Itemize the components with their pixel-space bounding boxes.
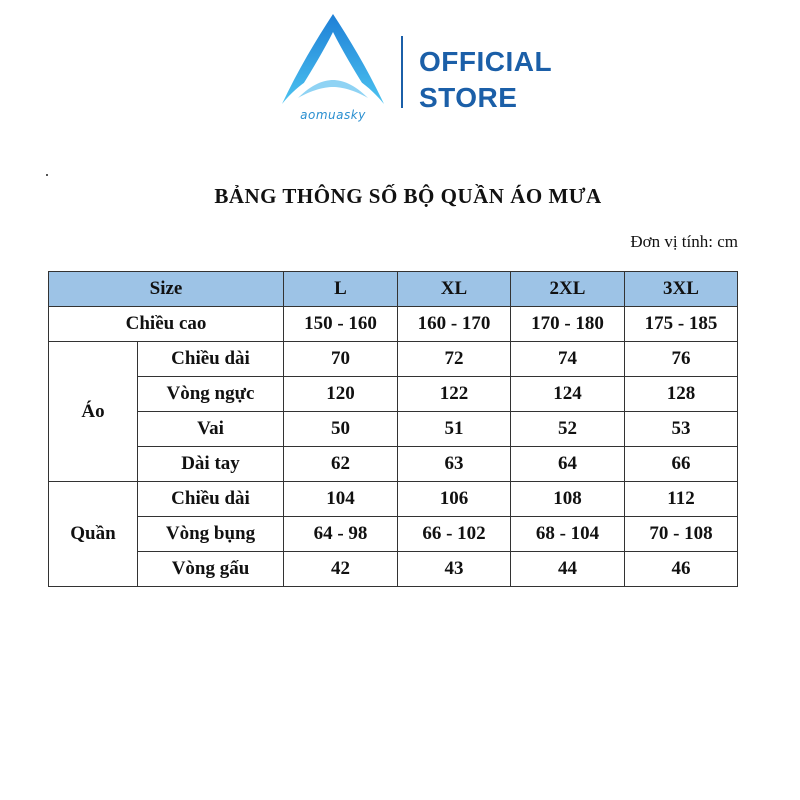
row-label: Chiều dài: [138, 342, 284, 377]
cell-value: 44: [511, 552, 625, 587]
cell-value: 175 - 185: [625, 307, 738, 342]
brand-header: [270, 12, 570, 124]
cell-value: 64: [511, 447, 625, 482]
cell-value: 74: [511, 342, 625, 377]
row-label: Vòng bụng: [138, 517, 284, 552]
size-chart-table: [48, 271, 738, 587]
cell-value: 122: [398, 377, 511, 412]
table-row: [49, 517, 738, 552]
cell-value: 104: [284, 482, 398, 517]
cell-value: 106: [398, 482, 511, 517]
size-col-l: L: [284, 272, 398, 307]
table-row: [49, 412, 738, 447]
cell-value: 170 - 180: [511, 307, 625, 342]
cell-value: 63: [398, 447, 511, 482]
cell-value: 120: [284, 377, 398, 412]
size-col-xl: XL: [398, 272, 511, 307]
table-row: [49, 377, 738, 412]
cell-value: 150 - 160: [284, 307, 398, 342]
row-label: Dài tay: [138, 447, 284, 482]
table-header-row: [49, 272, 738, 307]
cell-value: 46: [625, 552, 738, 587]
cell-value: 62: [284, 447, 398, 482]
logo-divider: [401, 36, 403, 108]
cell-value: 52: [511, 412, 625, 447]
cell-value: 112: [625, 482, 738, 517]
store-label-line1: OFFICIAL: [419, 46, 553, 77]
group-label-quan: Quần: [49, 482, 138, 587]
row-label: Chiều cao: [49, 307, 284, 342]
group-label-ao: Áo: [49, 342, 138, 482]
row-label: Chiều dài: [138, 482, 284, 517]
aomuasky-logo-icon: [278, 12, 388, 112]
cell-value: 43: [398, 552, 511, 587]
table-row: [49, 447, 738, 482]
table-row: [49, 307, 738, 342]
cell-value: 160 - 170: [398, 307, 511, 342]
row-label: Vòng ngực: [138, 377, 284, 412]
logo-wordmark: aomuasky: [300, 108, 366, 122]
unit-note: Đơn vị tính: cm: [630, 232, 738, 251]
cell-value: 51: [398, 412, 511, 447]
cell-value: 124: [511, 377, 625, 412]
cell-value: 42: [284, 552, 398, 587]
size-col-3xl: 3XL: [625, 272, 738, 307]
row-label: Vòng gấu: [138, 552, 284, 587]
size-header-cell: Size: [49, 272, 284, 307]
cell-value: 70 - 108: [625, 517, 738, 552]
table-row: [49, 342, 738, 377]
cell-value: 66: [625, 447, 738, 482]
cell-value: 64 - 98: [284, 517, 398, 552]
cell-value: 66 - 102: [398, 517, 511, 552]
cell-value: 76: [625, 342, 738, 377]
stray-dot: [46, 174, 48, 176]
size-col-2xl: 2XL: [511, 272, 625, 307]
page-title: BẢNG THÔNG SỐ BỘ QUẦN ÁO MƯA: [214, 184, 602, 208]
cell-value: 108: [511, 482, 625, 517]
table-row: [49, 482, 738, 517]
cell-value: 68 - 104: [511, 517, 625, 552]
row-label: Vai: [138, 412, 284, 447]
cell-value: 53: [625, 412, 738, 447]
cell-value: 72: [398, 342, 511, 377]
cell-value: 50: [284, 412, 398, 447]
cell-value: 70: [284, 342, 398, 377]
cell-value: 128: [625, 377, 738, 412]
store-label-line2: STORE: [419, 82, 518, 113]
table-row: [49, 552, 738, 587]
